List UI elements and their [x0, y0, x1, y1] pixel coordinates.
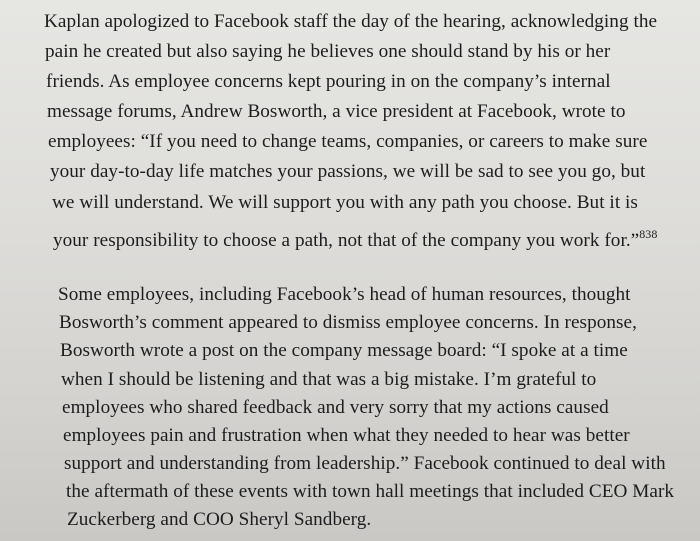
text-line: employees who shared feedback and very sorry that my actions caused [62, 397, 609, 418]
text-line: employees: “If you need to change teams, companies, or careers to make sure [48, 131, 648, 152]
text-line: employees pain and frustration when what they needed to hear was better [63, 425, 630, 446]
text-line: we will understand. We will support you with any path you choose. But it is [52, 192, 638, 213]
text-line: Bosworth wrote a post on the company message board: “I spoke at a time [60, 340, 628, 361]
text-line: when I should be listening and that was a big mistake. I’m grateful to [61, 369, 597, 390]
text-line-content: your responsibility to choose a path, not that of the company you work for.” [53, 230, 640, 251]
text-line: your day-to-day life matches your passions, we will be sad to see you go, but [50, 161, 646, 182]
text-line: Bosworth’s comment appeared to dismiss employee concerns. In response, [59, 312, 637, 333]
text-line: friends. As employee concerns kept pouring in on the company’s internal [46, 71, 611, 92]
text-line: Kaplan apologized to Facebook staff the day of the hearing, acknowledging the [44, 11, 658, 32]
text-line: message forums, Andrew Bosworth, a vice president at Facebook, wrote to [47, 101, 626, 122]
text-line [53, 222, 657, 253]
text-line: pain he created but also saying he believes one should stand by his or her [45, 41, 611, 62]
text-line: support and understanding from leadership.” Facebook continued to deal with [64, 453, 666, 474]
text-line: Zuckerberg and COO Sheryl Sandberg. [67, 509, 372, 530]
text-line: the aftermath of these events with town hall meetings that included CEO Mark [66, 481, 675, 502]
text-line: Some employees, including Facebook’s head of human resources, thought [58, 284, 631, 305]
footnote-marker: 838 [639, 227, 658, 241]
